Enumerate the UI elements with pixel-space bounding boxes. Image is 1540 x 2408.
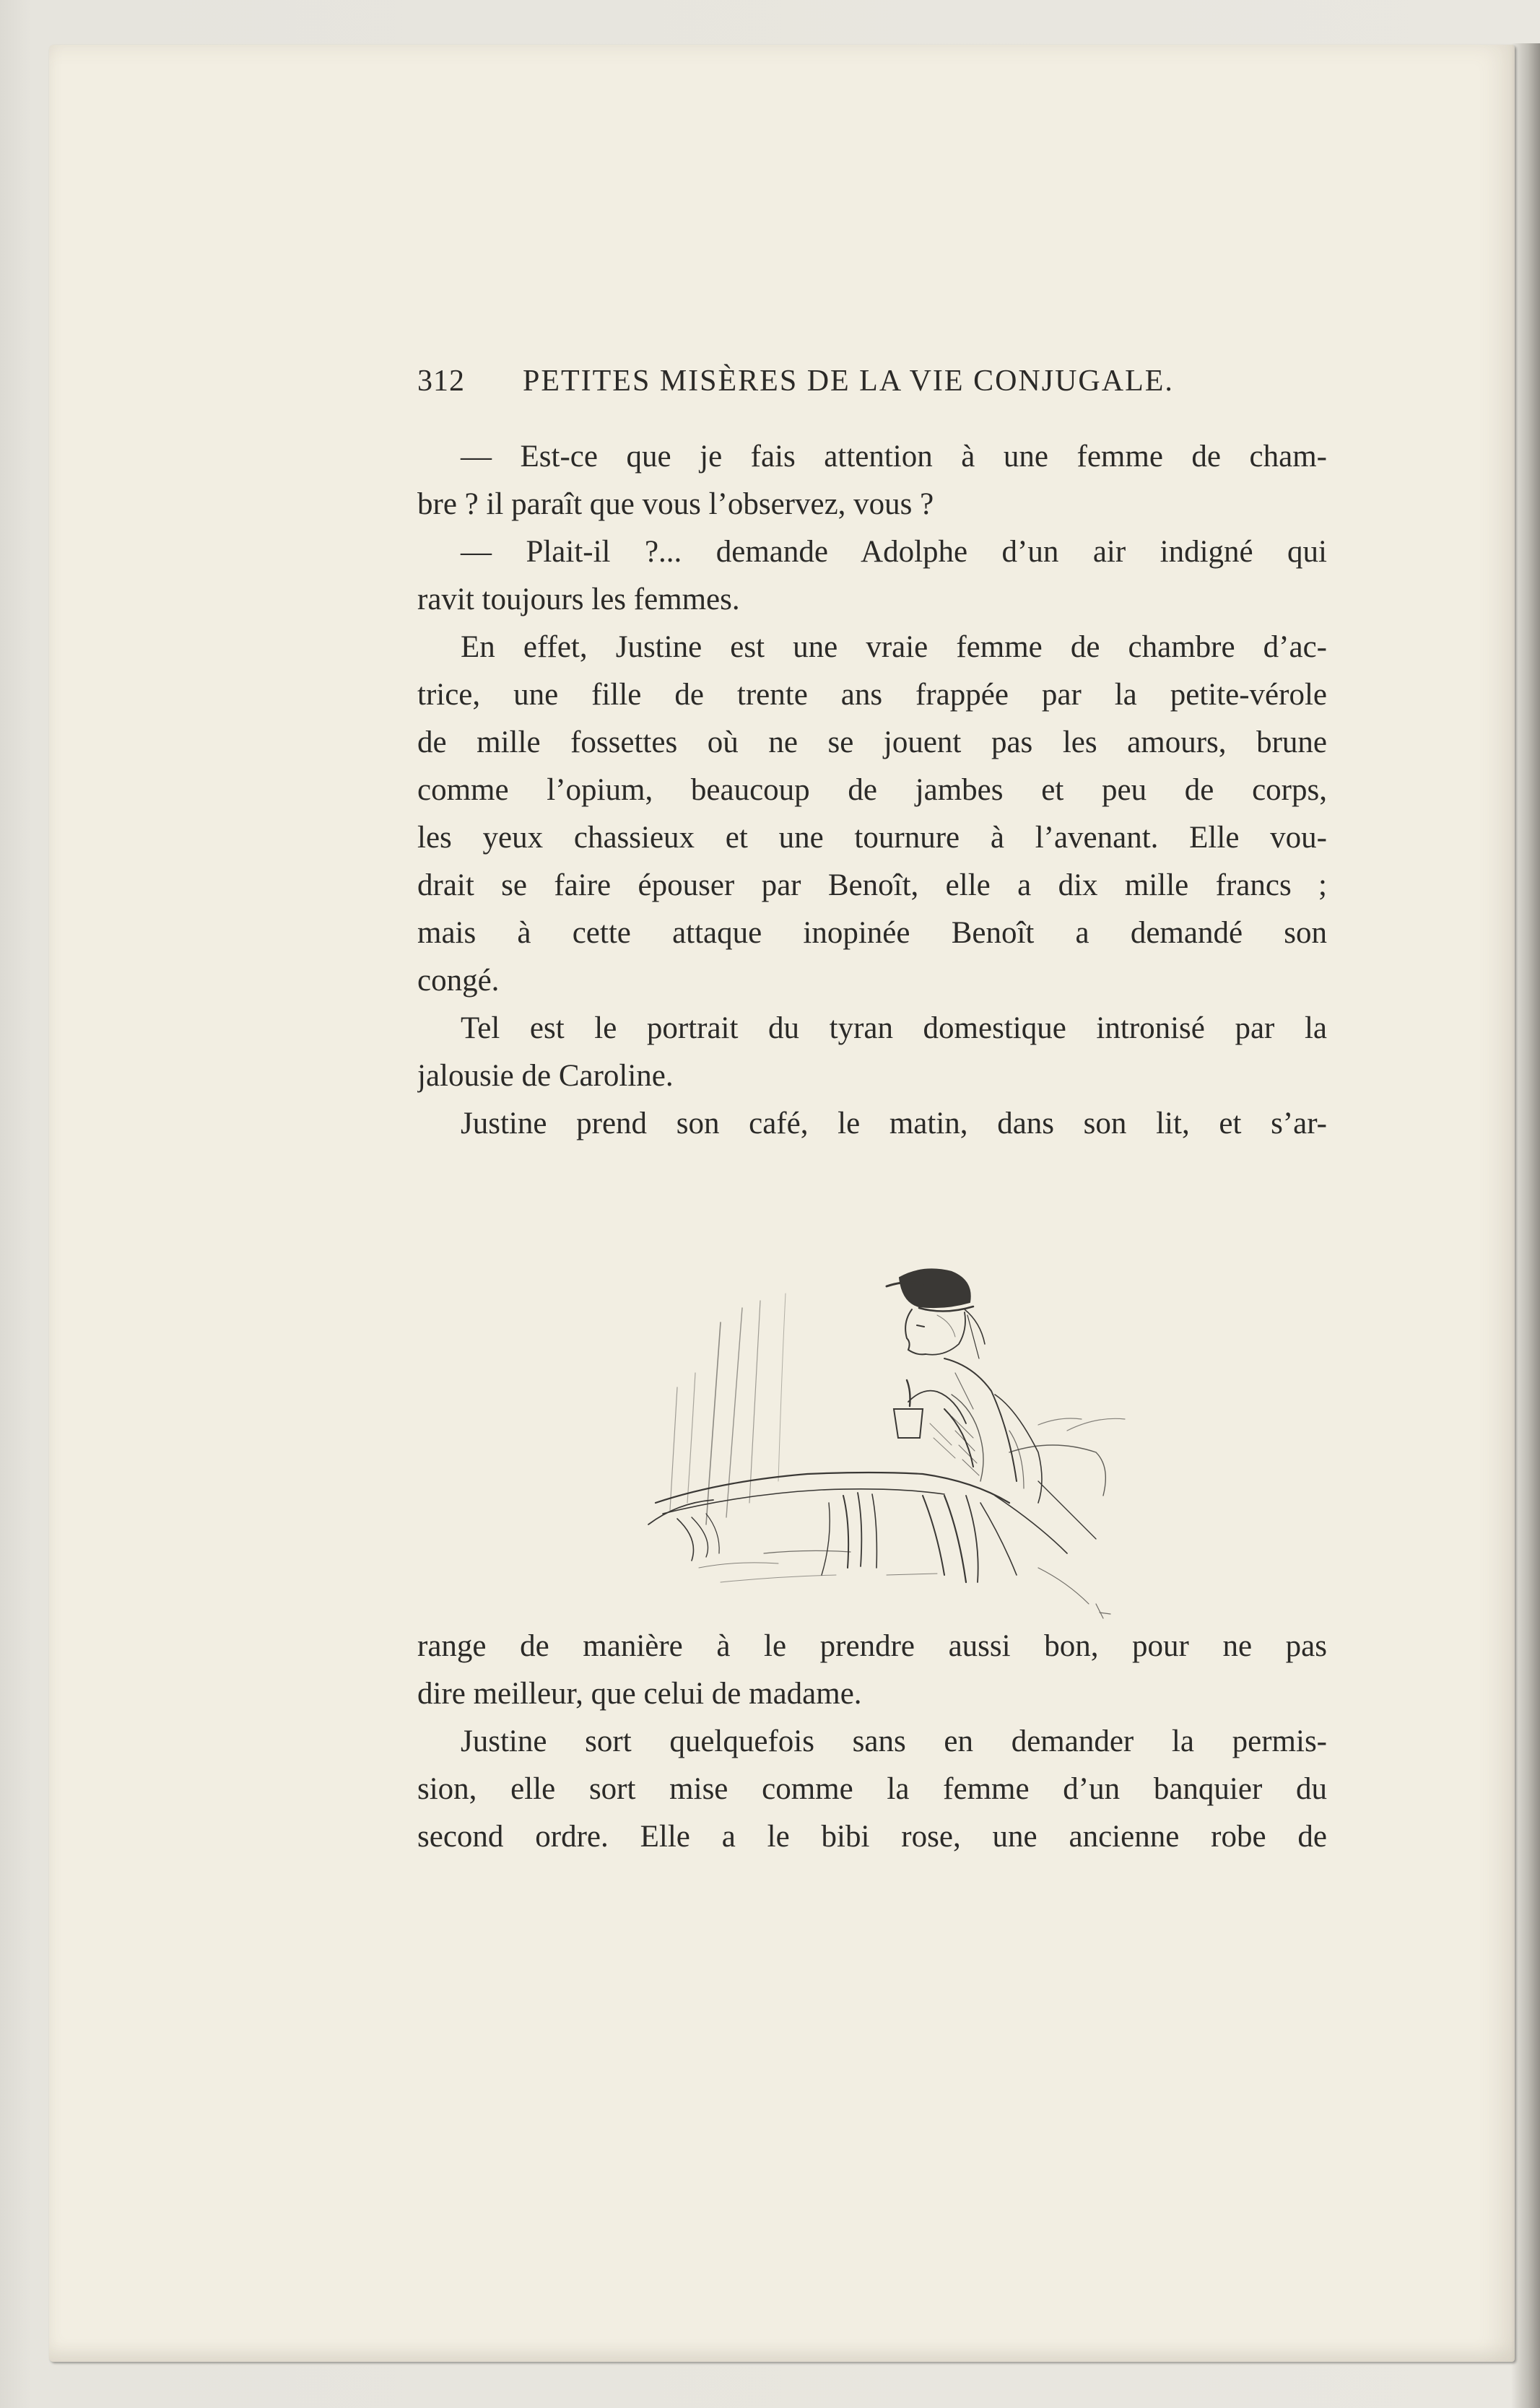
text-line: range de manière à le prendre aussi bon, pour ne pas [417, 1629, 1327, 1663]
paragraph-2 [417, 528, 1327, 624]
paragraph-3 [417, 624, 1327, 1005]
page-number: 312 [417, 365, 465, 398]
text-line: comme l’opium, beaucoup de jambes et peu de corps, [417, 773, 1327, 807]
text-line: Tel est le portrait du tyran domestique intronisé par la [461, 1011, 1327, 1045]
text-line: de mille fossettes où ne se jouent pas les amours, brune [417, 725, 1327, 759]
text-line: congé. [417, 964, 500, 998]
running-title: PETITES MISÈRES DE LA VIE CONJUGALE. [523, 365, 1174, 398]
paragraph-4 [417, 1005, 1327, 1100]
paragraph-7 [417, 1718, 1327, 1861]
text-line: mais à cette attaque inopinée Benoît a demandé son [417, 916, 1327, 950]
text-line: trice, une fille de trente ans frappée par la petite-vérole [417, 678, 1327, 712]
paragraph-1 [417, 433, 1327, 528]
text-line: jalousie de Caroline. [417, 1059, 674, 1093]
text-line: Justine sort quelquefois sans en demander la permis- [461, 1724, 1327, 1758]
text-line: — Est-ce que je fais attention à une femme de cham- [461, 440, 1327, 474]
text-line: — Plait-il ?... demande Adolphe d’un air indigné qui [461, 535, 1327, 569]
text-line: Justine prend son café, le matin, dans son lit, et s’ar- [461, 1107, 1327, 1140]
page-edge-shadow [1511, 43, 1540, 2408]
text-line: second ordre. Elle a le bibi rose, une ancienne robe de [417, 1820, 1327, 1854]
text-line: ravit toujours les femmes. [417, 583, 740, 616]
engraving-woman-coffee-in-bed-icon [634, 1265, 1154, 1640]
text-line: les yeux chassieux et une tournure à l’avenant. Elle vou- [417, 821, 1327, 855]
text-line: En effet, Justine est une vraie femme de chambre d’ac- [461, 630, 1327, 664]
text-line: bre ? il paraît que vous l’observez, vous ? [417, 487, 934, 521]
running-head [417, 364, 1327, 407]
text-line: dire meilleur, que celui de madame. [417, 1677, 862, 1711]
paragraph-5 [417, 1100, 1327, 1148]
text-line: drait se faire épouser par Benoît, elle a dix mille francs ; [417, 868, 1327, 902]
book-page [49, 45, 1515, 2362]
text-line: sion, elle sort mise comme la femme d’un banquier du [417, 1772, 1327, 1806]
